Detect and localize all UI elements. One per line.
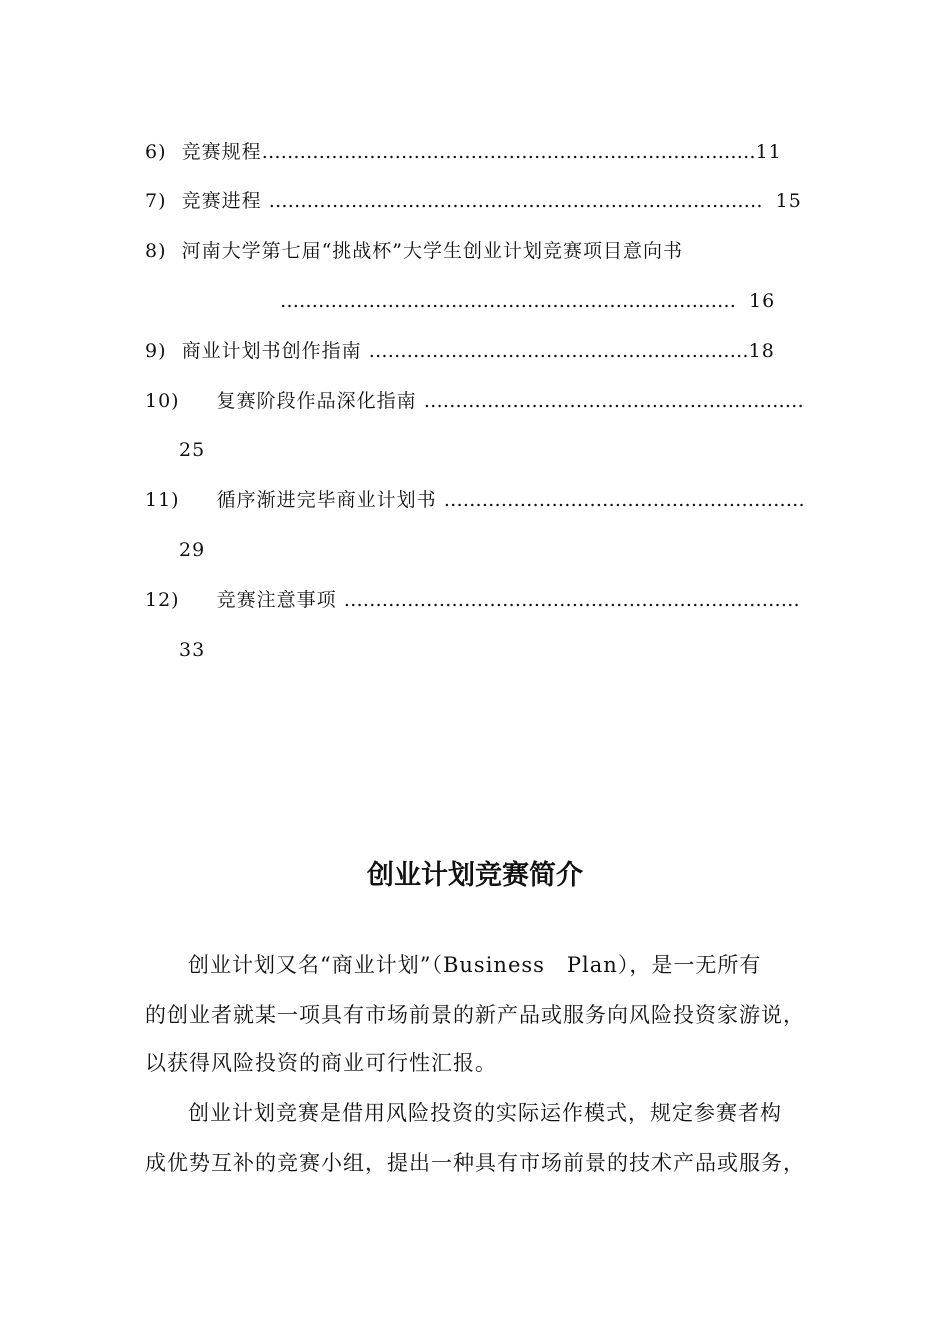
toc-page-number: 15 [775, 190, 802, 212]
toc-leader: …………………………………………………………………… [268, 190, 763, 212]
paragraph-line: 创业计划又名“商业计划”（Business Plan），是一无所有 [188, 953, 762, 977]
paragraph-line: 创业计划竞赛是借用风险投资的实际运作模式，规定参赛者构 [188, 1101, 782, 1125]
toc-number: 10) [145, 390, 180, 412]
toc-label: 循序渐进完毕商业计划书 [216, 489, 437, 511]
toc-page-number: 11 [755, 141, 782, 163]
toc-label: 商业计划书创作指南 [181, 340, 362, 362]
toc-number: 12) [145, 589, 180, 611]
toc-page-number[interactable]: 29 [179, 539, 206, 561]
toc-leader: ……………………………………………………………… [343, 589, 800, 611]
toc-leader: ……………………………………………………………… [280, 290, 736, 312]
toc-entry-11[interactable] [145, 488, 805, 512]
toc-number: 8) [145, 240, 167, 262]
toc-entry-10[interactable] [145, 389, 804, 413]
toc-label: 河南大学第七届“挑战杯”大学生创业计划竞赛项目意向书 [181, 240, 683, 262]
toc-page-number[interactable]: 25 [179, 439, 206, 461]
toc-label: 竞赛进程 [181, 190, 262, 212]
toc-number: 11) [145, 489, 180, 511]
paragraph-line: 以获得风险投资的商业可行性汇报。 [145, 1051, 497, 1075]
toc-label: 复赛阶段作品深化指南 [216, 390, 417, 412]
paragraph-line: 的创业者就某一项具有市场前景的新产品或服务向风险投资家游说， [145, 1003, 805, 1027]
toc-number: 6) [145, 141, 167, 163]
toc-page-number: 16 [749, 290, 776, 312]
toc-number: 7) [145, 190, 167, 212]
toc-label: 竞赛规程 [181, 141, 262, 163]
toc-label: 竞赛注意事项 [216, 589, 337, 611]
toc-page-number: 18 [748, 340, 775, 362]
toc-entry-8[interactable] [145, 239, 683, 263]
toc-leader: …………………………………………………… [368, 340, 749, 362]
toc-page-number[interactable]: 33 [179, 639, 206, 661]
toc-leader: …………………………………………………… [423, 390, 804, 412]
toc-entry-8-continuation[interactable] [280, 289, 775, 313]
toc-leader: ………………………………………………… [443, 489, 805, 511]
toc-entry-12[interactable] [145, 588, 800, 612]
toc-entry-9[interactable] [145, 339, 775, 363]
toc-entry-7[interactable] [145, 189, 802, 213]
paragraph-line: 成优势互补的竞赛小组，提出一种具有市场前景的技术产品或服务， [145, 1151, 805, 1175]
section-title: 创业计划竞赛简介 [367, 860, 583, 891]
toc-number: 9) [145, 340, 167, 362]
toc-entry-6[interactable] [145, 140, 782, 164]
toc-leader: …………………………………………………………………… [261, 141, 756, 163]
